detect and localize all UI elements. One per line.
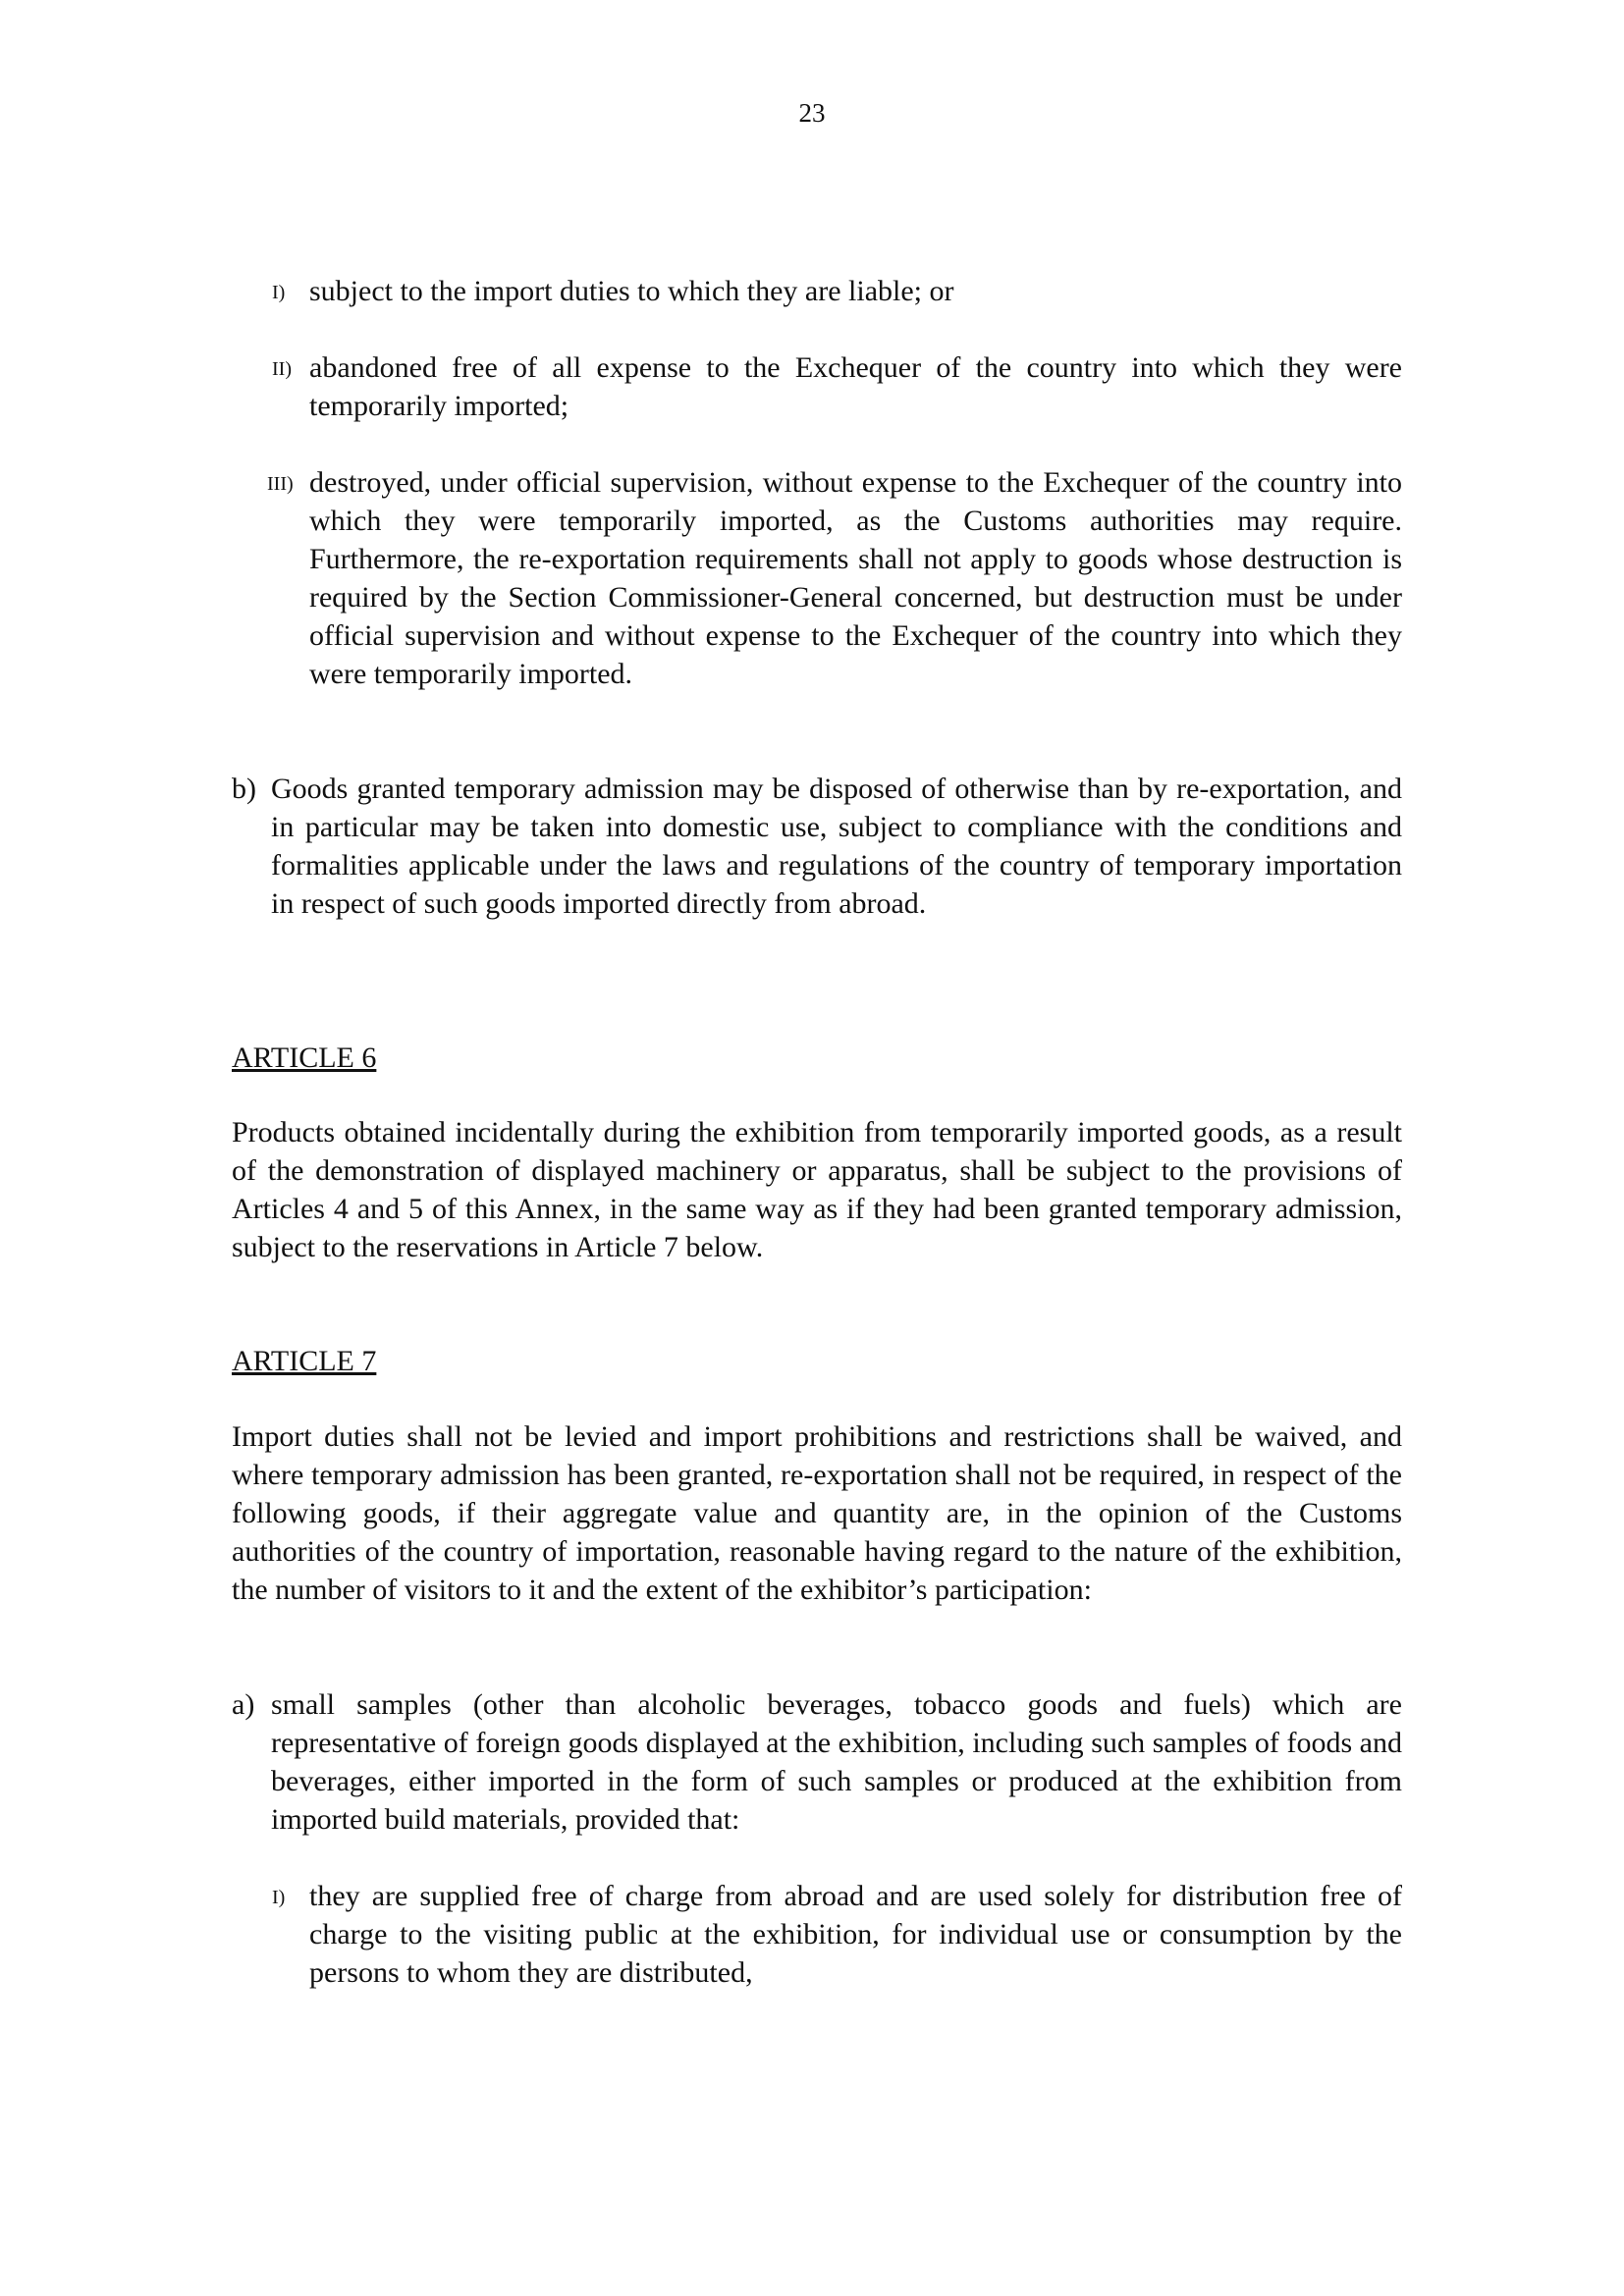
list-marker: II) xyxy=(272,358,292,380)
page-number: 23 xyxy=(798,98,826,128)
list-item xyxy=(272,348,1402,425)
list-marker: I) xyxy=(272,282,286,303)
list-item-text: subject to the import duties to which they are liable; or xyxy=(309,275,954,307)
list-marker: III) xyxy=(267,473,294,495)
list-item xyxy=(267,463,1402,693)
list-item-text: Goods granted temporary admission may be disposed of otherwise than by re-exportation, and in particular may be taken into domestic use, subject to compliance with the conditions and formalities applicable under the laws and regulations of the country of temporary importation in respect of such goods imported directly from abroad. xyxy=(271,773,1402,920)
list-item xyxy=(272,272,1402,310)
list-item-text: they are supplied free of charge from abroad and are used solely for distribution free of charge to the visiting public at the exhibition, for individual use or consumption by the persons to whom they are distributed, xyxy=(309,1880,1402,1989)
article-6-heading: ARTICLE 6 xyxy=(232,1041,377,1074)
list-item-text: abandoned free of all expense to the Exchequer of the country into which they were temporarily imported; xyxy=(309,351,1402,422)
article-6-text: Products obtained incidentally during the exhibition from temporarily imported goods, as a result of the demonstration of displayed machinery or apparatus, shall be subject to the provisions of Articles 4 and 5 of this Annex, in the same way as if they had been granted temporary admission, subject to the reservations in Article 7 below. xyxy=(232,1116,1402,1263)
list-marker: I) xyxy=(272,1887,286,1908)
list-marker: b) xyxy=(232,773,256,805)
list-item-text: destroyed, under official supervision, without expense to the Exchequer of the country into which they were temporarily imported, as the Customs authorities may require. Furthermore, the re-exportation requirements shall not apply to goods whose destruction is required by the Section Commissioner-General concerned, but destruction must be under official supervision and without expense to the Exchequer of the country into which they were temporarily imported. xyxy=(309,466,1402,690)
list-item-text: small samples (other than alcoholic beverages, tobacco goods and fuels) which are representative of foreign goods displayed at the exhibition, including such samples of foods and beverages, either imported in the form of such samples or produced at the exhibition from imported build materials, provided that: xyxy=(271,1688,1402,1836)
list-marker: a) xyxy=(232,1688,255,1721)
list-item-a xyxy=(232,1685,1402,1839)
list-item-b xyxy=(232,770,1402,923)
article-7-heading: ARTICLE 7 xyxy=(232,1345,377,1377)
sub-list-item xyxy=(272,1877,1402,1992)
article-7-text: Import duties shall not be levied and import prohibitions and restrictions shall be waived, and where temporary admission has been granted, re-exportation shall not be required, in respect of the following goods, if their aggregate value and quantity are, in the opinion of the Customs authorities of the country of importation, reasonable having regard to the nature of the exhibition, the number of visitors to it and the extent of the exhibitor’s participation: xyxy=(232,1420,1402,1606)
